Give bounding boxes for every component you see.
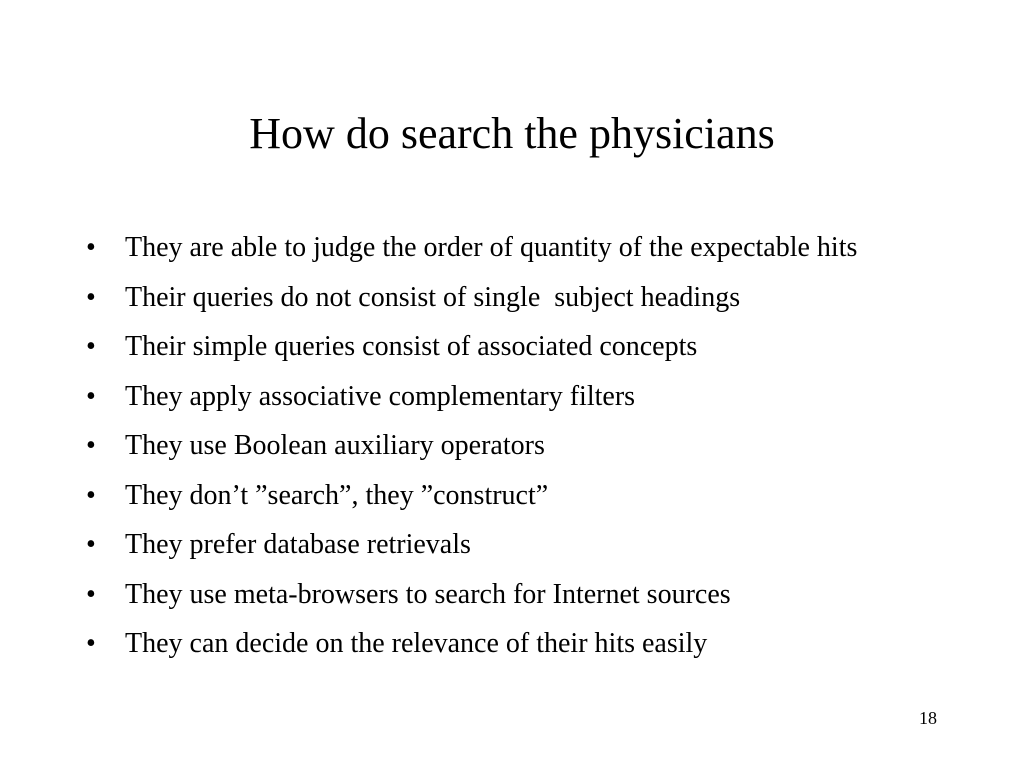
bullet-item <box>86 525 926 565</box>
bullet-item <box>86 476 926 516</box>
bullet-marker: • <box>86 578 96 610</box>
bullet-text: They use meta-browsers to search for Internet sources <box>125 578 731 610</box>
bullet-marker: • <box>86 331 96 362</box>
bullet-marker: • <box>86 628 96 659</box>
bullet-text: They apply associative complementary filters <box>125 380 636 412</box>
bullet-text: Their simple queries consist of associated concepts <box>125 331 698 362</box>
bullet-marker: • <box>86 232 96 263</box>
slide-title: How do search the physicians <box>249 109 775 158</box>
bullet-marker: • <box>86 430 96 461</box>
bullet-marker: • <box>86 529 96 560</box>
page-number: 18 <box>919 708 937 728</box>
bullet-marker: • <box>86 479 96 511</box>
bullet-item <box>86 575 926 615</box>
bullet-text: They don’t ”search”, they ”construct” <box>125 479 549 511</box>
bullet-text: Their queries do not consist of single subject headings <box>125 281 741 313</box>
bullet-text: They use Boolean auxiliary operators <box>125 430 545 461</box>
bullet-marker: • <box>86 380 96 412</box>
bullet-list <box>86 228 926 674</box>
bullet-text: They can decide on the relevance of their hits easily <box>125 628 708 659</box>
bullet-item <box>86 327 926 367</box>
bullet-item <box>86 228 926 268</box>
bullet-text: They prefer database retrievals <box>125 529 471 560</box>
bullet-marker: • <box>86 281 96 313</box>
bullet-item <box>86 278 926 318</box>
bullet-text: They are able to judge the order of quantity of the expectable hits <box>125 232 858 263</box>
bullet-item <box>86 624 926 664</box>
bullet-item <box>86 426 926 466</box>
bullet-item <box>86 377 926 417</box>
